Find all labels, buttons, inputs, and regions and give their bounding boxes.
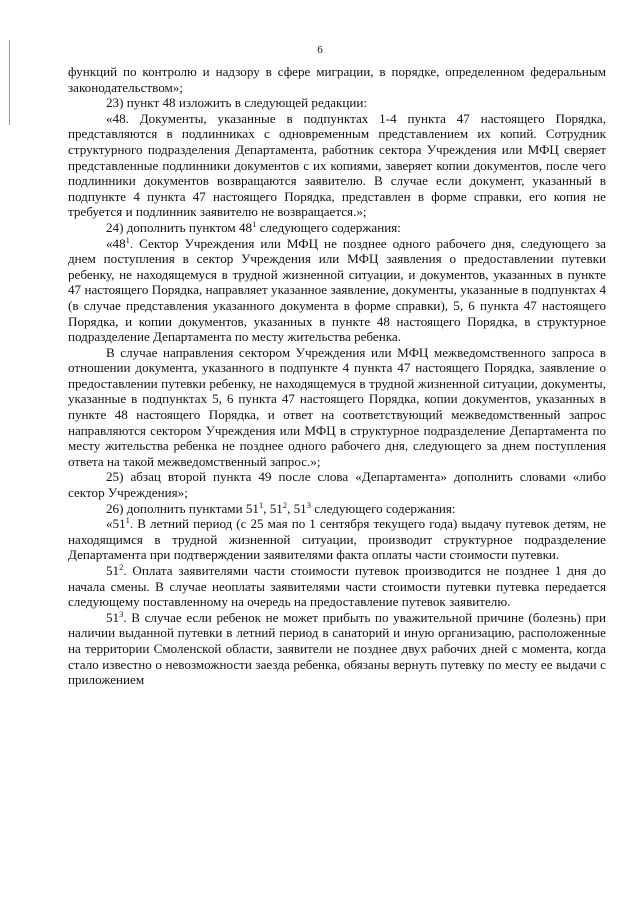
superscript-index: 2	[119, 562, 124, 572]
text-run: . В случае если ребенок не может прибыть по уважительной причине (болезнь) при наличии выданной путевки в летний период в санаторий и иную организацию, расположенные на территории Смоленской области, заявители не позднее двух рабочих дней с момента, когда стало известно о невозможности заезда ребенка, обязаны вернуть путевку по месту ее выдачи с приложением	[68, 609, 606, 688]
paragraph	[68, 610, 606, 688]
paragraph	[68, 111, 606, 220]
text-run: , 51	[263, 500, 283, 516]
text-run: «48	[106, 235, 126, 251]
text-run: 23) пункт 48 изложить в следующей редакции:	[106, 95, 368, 111]
paragraph	[68, 95, 606, 111]
text-run: 51	[106, 563, 120, 578]
paragraph	[68, 516, 606, 563]
superscript-index: 2	[282, 499, 288, 510]
text-run: 26) дополнить пунктами 51	[106, 500, 259, 516]
superscript-index: 1	[252, 218, 257, 229]
superscript-index: 1	[125, 234, 130, 245]
paragraph	[68, 220, 606, 236]
text-run: «48. Документы, указанные в подпунктах 1-4 пункта 47 настоящего Порядка, представляются в подлинниках с одновременным представлением их копий. Сотрудник структурного подразделения Департамента, работник сектора Учреждения или МФЦ сверяет представленные подлинники документов с их копиями, заверяет копии документов, после чего подлинники документов возвращаются заявителю. В случае если документ, указанный в подпункте 4 пункта 47 настоящего Порядка, представлен в форме справки, его копия не требуется и подлинник заявителю не возвращается.»;	[68, 110, 606, 220]
page-number: 6	[317, 44, 323, 56]
paragraph	[68, 236, 606, 345]
superscript-index: 3	[306, 499, 311, 510]
text-run: 51	[106, 609, 120, 625]
text-run: следующего содержания:	[310, 500, 456, 516]
text-run: функций по контролю и надзору в сфере миграции, в порядке, определенном федеральным законодательством»;	[68, 64, 606, 95]
paragraph	[68, 345, 606, 470]
document-body	[68, 64, 606, 688]
superscript-index: 1	[258, 499, 264, 510]
text-run: В случае направления сектором Учреждения или МФЦ межведомственного запроса в отношении документа, указанного в подпункте 4 пункта 47 настоящего Порядка, заявление о предоставлении путевки ребенку, не находящемуся в трудной жизненной ситуации, документы, указанные в подпунктах 5, 6 пункта 47 настоящего Порядка, копии документов, указанных в пункте 48 настоящего Порядка, и ответ на соответствующий межведомственный запрос направляются сектором Учреждения или МФЦ в структурное подразделение Департамента по месту жительства ребенка не позднее одного рабочего дня, следующего за днем поступления ответа на такой межведомственный запрос.»;	[68, 344, 606, 469]
text-run: . В летний период (с 25 мая по 1 сентября текущего года) выдачу путевок детям, не находящимся в трудной жизненной ситуации, производит структурное подразделение Департамента при подтверждении заявителями факта оплаты части стоимости путевки.	[68, 516, 606, 563]
superscript-index: 3	[119, 608, 124, 619]
paragraph	[68, 64, 606, 95]
paragraph	[68, 501, 606, 517]
text-run: , 51	[287, 500, 307, 516]
text-run: 25) абзац второй пункта 49 после слова «Департамента» дополнить словами «либо сектор Учреждения»;	[68, 469, 606, 501]
paragraph	[68, 469, 606, 500]
superscript-index: 1	[125, 515, 130, 526]
text-run: . Сектор Учреждения или МФЦ не позднее одного рабочего дня, следующего за днем поступления в сектор Учреждения или МФЦ заявления о предоставлении путевки ребенку, не находящемуся в трудной жизненной ситуации, и документов, указанных в пункте 47 настоящего Порядка, направляет указанное заявление, документы, указанные в подпунктах 4 (в случае представления указанного документа в форме справки), 5, 6 пункта 47 настоящего Порядка, и копии документов, указанных в пункте 48 настоящего Порядка, в структурное подразделение Департамента по месту жительства ребенка.	[68, 235, 606, 345]
text-run: . Оплата заявителями части стоимости путевок производится не позднее 1 дня до начала смены. В случае неоплаты заявителями части стоимости путевки путевка передается следующему поставленному на очередь на предоставление путевок заявителю.	[68, 563, 606, 610]
text-run: «51	[106, 516, 126, 532]
text-run: 24) дополнить пунктом 48	[106, 219, 253, 235]
paragraph	[68, 563, 606, 610]
text-run: следующего содержания:	[256, 219, 401, 235]
